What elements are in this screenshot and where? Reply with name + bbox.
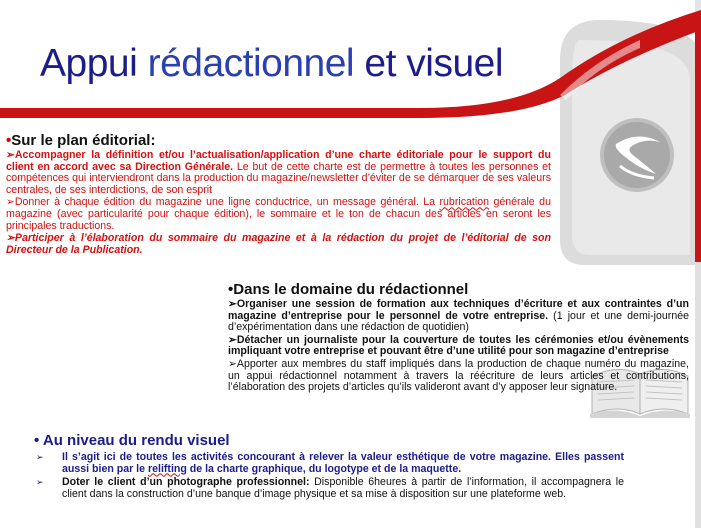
heading-bullet: • xyxy=(6,132,12,149)
editorial-heading xyxy=(6,132,551,150)
editorial-section xyxy=(6,132,551,256)
arrow-marker: ➢ xyxy=(36,477,44,488)
visuel-paragraph-1 xyxy=(34,452,624,475)
editorial-p2-rest: générale du magazine (avec particularité pour chaque édition), le sommaire et le ton de chacun des articles en seront les principales traductions. xyxy=(6,196,551,232)
title-word-1: Appui xyxy=(40,42,138,85)
heading-bullet: • xyxy=(34,432,40,449)
editorial-p2-pre: Donner à chaque édition du magazine une ligne conductrice, un message général. La xyxy=(14,196,436,209)
editorial-heading-text: Sur le plan éditorial: xyxy=(11,132,156,149)
editorial-p3: Participer à l’élaboration du sommaire du magazine et à la rédaction du projet de l’éditorial de son Directeur de la Publication. xyxy=(6,232,551,256)
redaction-paragraph-3 xyxy=(228,359,689,394)
arrow-marker: ➢ xyxy=(6,232,15,245)
page-title xyxy=(40,40,503,88)
redaction-heading xyxy=(228,281,689,299)
title-word-3: et visuel xyxy=(364,42,503,85)
redaction-paragraph-1 xyxy=(228,299,689,334)
redaction-p1-bold: Organiser une session de formation aux techniques d’écriture et aux contraintes d’un magazine d’entreprise pour le personnel de votre entreprise. xyxy=(228,298,689,322)
visuel-heading-text: Au niveau du rendu visuel xyxy=(42,432,230,449)
visuel-p1-rest: de la charte graphique, du logotype et de la maquette. xyxy=(189,462,462,475)
editorial-p1-rest: Le but de cette charte est de permettre à toutes les personnes et compétences qui interviendront dans la production du magazine/newsletter d’éviter de se démarquer de ses valeurs centrales, de ses interdictions, de son esprit xyxy=(6,160,552,196)
redaction-section xyxy=(228,281,689,394)
title-word-2: rédactionnel xyxy=(147,42,355,85)
editorial-paragraph-1 xyxy=(6,150,551,196)
editorial-p1-bold: Accompagner la définition et/ou l’actualisation/application d’une charte éditoriale pour le support du client en accord avec sa Direction Générale. xyxy=(6,149,551,173)
redaction-p3: Apporter aux membres du staff impliqués dans la production de chaque numéro du magazine, un appui rédactionnel notamment à travers la réécriture de leurs articles et contributions, l’élaboration des projets d’articles qu’ils valideront avant d’y apposer leur signature. xyxy=(228,357,689,394)
redaction-p2-bold: Détacher un journaliste pour la couverture de toutes les cérémonies et/ou évènements impliquant votre entreprise et pouvant être d’une utilité pour son magazine d’entreprise xyxy=(228,333,689,358)
arrow-marker: ➢ xyxy=(6,196,15,209)
visuel-heading xyxy=(34,432,624,450)
visuel-paragraph-2 xyxy=(34,477,624,500)
visuel-p2-text xyxy=(62,477,624,500)
arrow-marker: ➢ xyxy=(6,149,15,161)
redaction-p1-rest: (1 jour et une demi-journée d’expérimentation dans une rédaction de quotidien) xyxy=(228,309,689,334)
editorial-p2-underlined: rubrication xyxy=(439,196,489,209)
redaction-heading-text: Dans le domaine du rédactionnel xyxy=(233,281,469,298)
visuel-p1-text xyxy=(62,452,624,475)
redaction-paragraph-2 xyxy=(228,335,689,358)
heading-bullet: • xyxy=(228,281,234,298)
arrow-marker: ➢ xyxy=(228,298,237,310)
arrow-marker: ➢ xyxy=(228,333,237,346)
visuel-p1-pre: Elles passent aussi bien par le xyxy=(62,451,624,475)
visuel-p2-bold: Doter le client d’un photographe professionnel: xyxy=(62,476,310,489)
editorial-paragraph-2 xyxy=(6,197,551,232)
visuel-p1-underlined: relifting xyxy=(147,462,187,475)
visuel-p2-rest: Disponible 6heures à partir de l’information, il accompagnera le client dans la construction d’une banque d’image physique et sa mise à disposition sur une plateforme web. xyxy=(62,476,624,500)
visuel-p1-bold: Il s’agit ici de toutes les activités concourant à relever la valeur esthétique de votre magazine. xyxy=(62,451,551,463)
arrow-marker: ➢ xyxy=(36,452,44,462)
swoosh-logo-icon xyxy=(598,116,676,194)
arrow-marker: ➢ xyxy=(228,357,237,370)
editorial-paragraph-3 xyxy=(6,233,551,256)
visuel-section xyxy=(34,432,624,500)
